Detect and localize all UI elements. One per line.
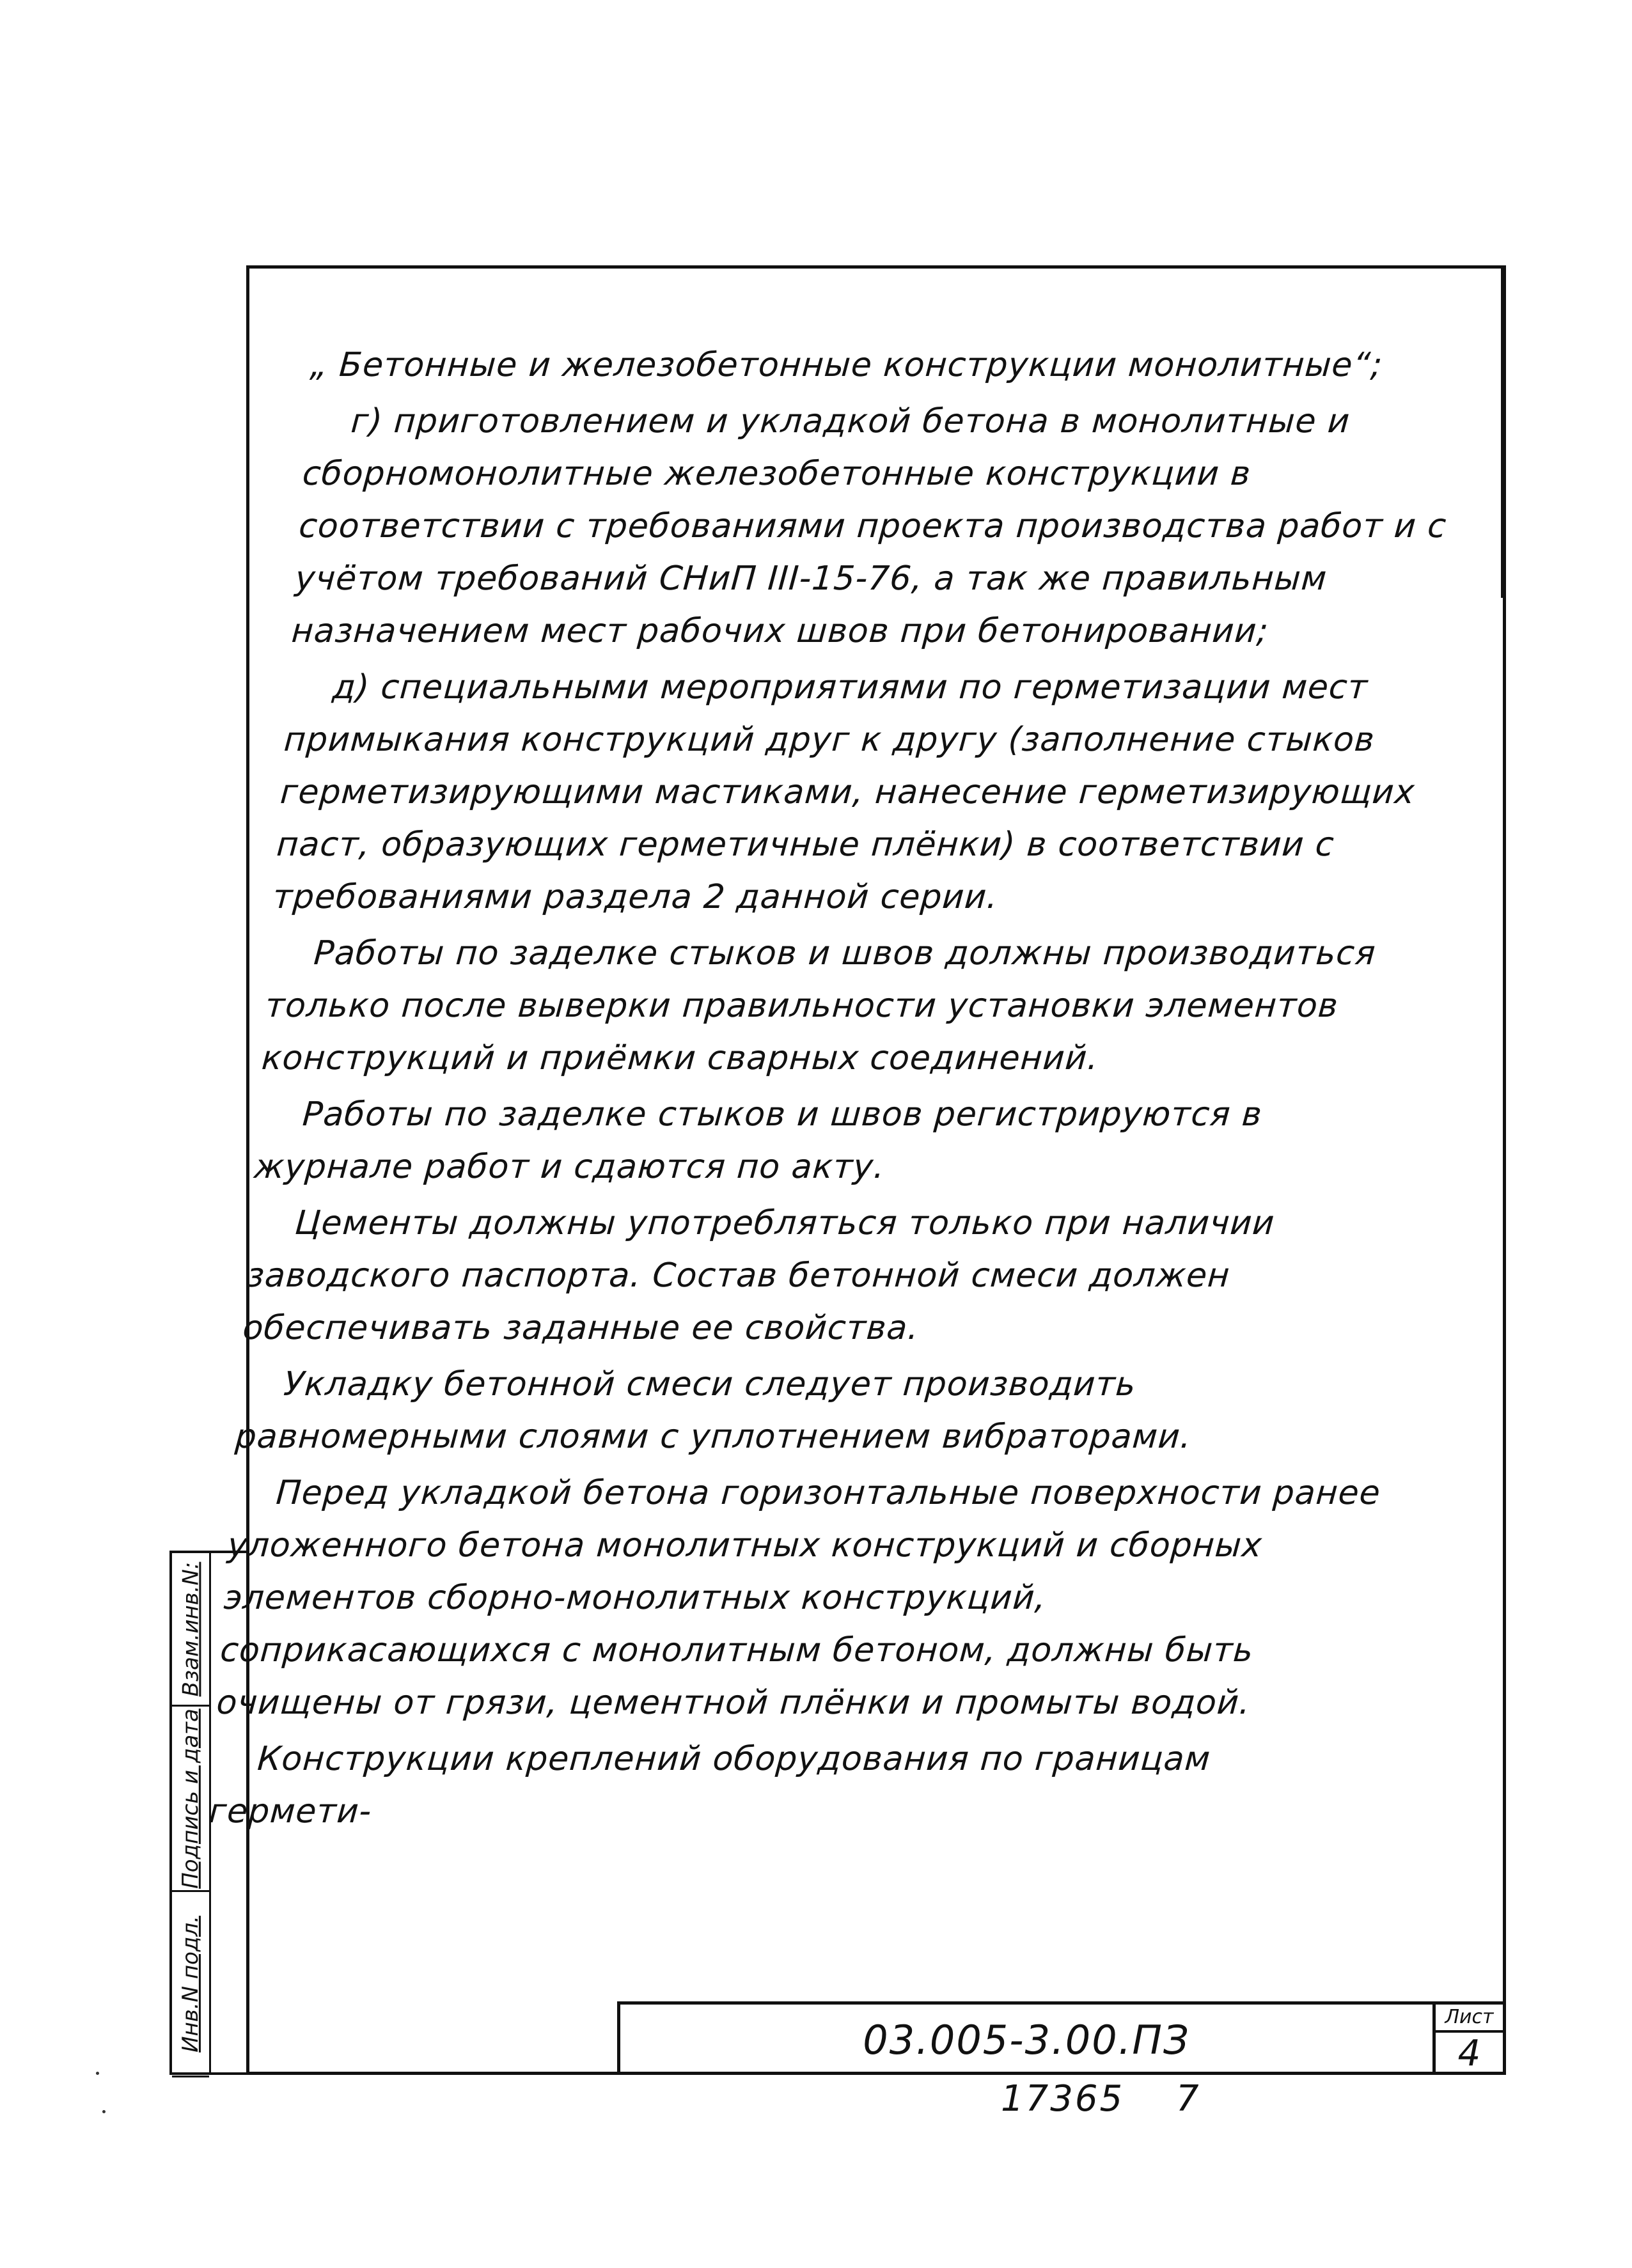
paragraph-4: Работы по заделке стыков и швов должны производиться только после выверки правильности установки элементов конструкций и приёмки сварных соединений.	[260, 934, 1377, 1077]
sheet-box	[1432, 2005, 1503, 2075]
side-cell-inv-podl	[172, 1892, 209, 2077]
paragraph-5: Работы по заделке стыков и швов регистрируются в журнале работ и сдаются по акту.	[253, 1095, 1264, 1186]
title-block	[617, 2001, 1506, 2075]
document-code: 03.005-3.00.ПЗ	[863, 2016, 1190, 2063]
sheet-label: Лист	[1436, 2005, 1503, 2033]
paragraph-2: г) приготовлением и укладкой бетона в монолитные и сборномонолитные железобетонные конструкции в соответствии с требованиями проекта производства работ и с учётом требований СНиП III-15-76, а так же правильным назначением мест рабочих швов при бетонировании;	[290, 402, 1448, 650]
side-cell-signature-date-label: Подпись и дата	[178, 1708, 204, 1889]
paragraph-1: „ Бетонные и железобетонные конструкции монолитные“;	[309, 346, 1385, 384]
sheet-number: 4	[1457, 2033, 1481, 2074]
side-stamp-divider	[209, 1553, 211, 2072]
scan-speck	[96, 2072, 99, 2075]
scan-speck	[102, 2110, 106, 2113]
paragraph-9: Конструкции креплений оборудования по границам гермети-	[207, 1740, 1212, 1831]
paragraph-7: Укладку бетонной смеси следует производить равномерными слоями с уплотнением вибраторами.	[233, 1365, 1193, 1456]
paragraph-3: д) специальными мероприятиями по герметизации мест примыкания конструкций друг к другу (заполнение стыков герметизирующими мастиками, нанесение герметизирующих паст, образующих герметичные плёнки) в соответствии с требованиями раздела 2 данной серии.	[271, 668, 1416, 916]
side-cell-vzam-inv-label: Взам.инв.N:	[178, 1561, 204, 1696]
copy-number: 7	[1175, 2078, 1201, 2120]
side-cell-inv-podl-label: Инв.N подл.	[178, 1915, 204, 2053]
order-number: 17365	[1001, 2078, 1125, 2120]
side-cell-signature-date	[172, 1707, 209, 1892]
paragraph-6: Цементы должны употребляться только при наличии заводского паспорта. Состав бетонной смеси должен обеспечивать заданные ее свойства.	[241, 1204, 1276, 1347]
footer-numbers	[1001, 2078, 1201, 2120]
side-stamp	[169, 1551, 246, 2075]
paragraph-8: Перед укладкой бетона горизонтальные поверхности ранее уложенного бетона монолитных конструкций и сборных элементов сборно-монолитных конструкций, соприкасающихся с монолитным бетоном, должны быть очищены от грязи, цементной плёнки и промыты водой.	[215, 1474, 1382, 1722]
side-cell-vzam-inv	[172, 1553, 209, 1707]
body-text	[207, 339, 1463, 1842]
